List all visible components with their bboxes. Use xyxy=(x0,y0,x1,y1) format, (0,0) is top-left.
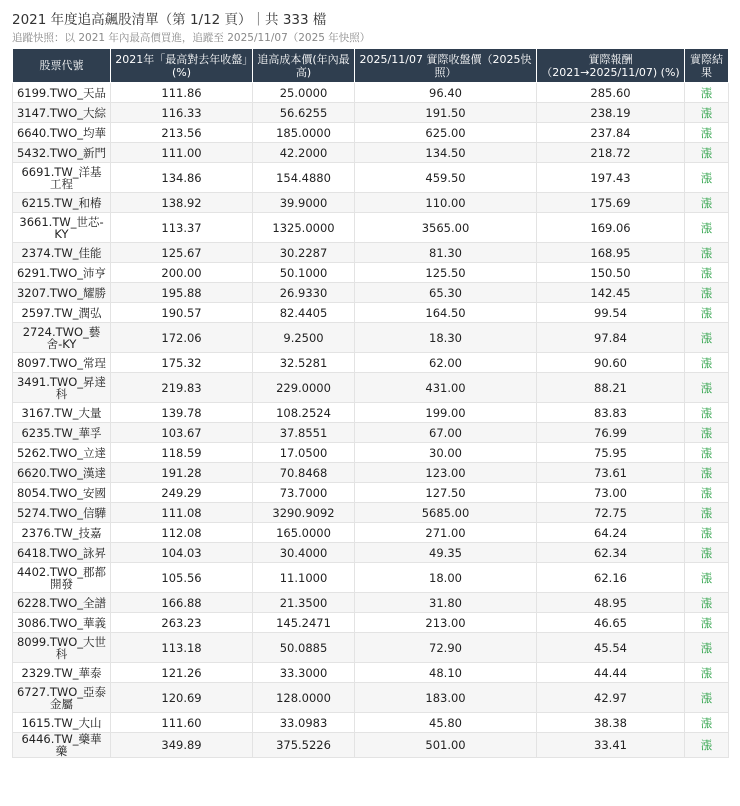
cell-return: 169.06 xyxy=(537,213,685,243)
table-row xyxy=(13,123,729,143)
cell-close: 3565.00 xyxy=(355,213,537,243)
cell-code: 6640.TWO_均華 xyxy=(13,123,111,143)
cell-cost: 39.9000 xyxy=(253,193,355,213)
cell-cost: 37.8551 xyxy=(253,423,355,443)
cell-high-pct: 139.78 xyxy=(111,403,253,423)
cell-code: 2724.TWO_藝舍-KY xyxy=(13,323,111,353)
cell-return: 150.50 xyxy=(537,263,685,283)
cell-result: 漲 xyxy=(685,303,729,323)
cell-code: 2376.TW_技嘉 xyxy=(13,523,111,543)
cell-high-pct: 191.28 xyxy=(111,463,253,483)
cell-close: 134.50 xyxy=(355,143,537,163)
cell-high-pct: 213.56 xyxy=(111,123,253,143)
cell-cost: 128.0000 xyxy=(253,683,355,713)
cell-close: 45.80 xyxy=(355,713,537,733)
cell-code: 6620.TWO_漢達 xyxy=(13,463,111,483)
cell-code: 6418.TWO_詠昇 xyxy=(13,543,111,563)
cell-code: 1615.TW_大山 xyxy=(13,713,111,733)
cell-return: 99.54 xyxy=(537,303,685,323)
cell-cost: 25.0000 xyxy=(253,83,355,103)
cell-result: 漲 xyxy=(685,163,729,193)
cell-close: 213.00 xyxy=(355,613,537,633)
cell-return: 83.83 xyxy=(537,403,685,423)
cell-result: 漲 xyxy=(685,613,729,633)
cell-high-pct: 263.23 xyxy=(111,613,253,633)
cell-cost: 11.1000 xyxy=(253,563,355,593)
col-header-return: 實際報酬（2021→2025/11/07) (%) xyxy=(537,49,685,83)
table-row xyxy=(13,193,729,213)
table-row xyxy=(13,523,729,543)
cell-high-pct: 175.32 xyxy=(111,353,253,373)
cell-cost: 50.1000 xyxy=(253,263,355,283)
table-row xyxy=(13,143,729,163)
cell-return: 88.21 xyxy=(537,373,685,403)
cell-result: 漲 xyxy=(685,423,729,443)
cell-close: 625.00 xyxy=(355,123,537,143)
table-row xyxy=(13,83,729,103)
cell-return: 45.54 xyxy=(537,633,685,663)
cell-cost: 21.3500 xyxy=(253,593,355,613)
cell-return: 197.43 xyxy=(537,163,685,193)
cell-code: 5432.TWO_新門 xyxy=(13,143,111,163)
cell-code: 3167.TW_大量 xyxy=(13,403,111,423)
table-row xyxy=(13,563,729,593)
cell-close: 81.30 xyxy=(355,243,537,263)
table-row xyxy=(13,443,729,463)
cell-close: 96.40 xyxy=(355,83,537,103)
cell-result: 漲 xyxy=(685,403,729,423)
cell-close: 65.30 xyxy=(355,283,537,303)
cell-high-pct: 125.67 xyxy=(111,243,253,263)
table-row xyxy=(13,543,729,563)
cell-code: 2374.TW_佳能 xyxy=(13,243,111,263)
cell-code: 3661.TW_世芯-KY xyxy=(13,213,111,243)
cell-result: 漲 xyxy=(685,523,729,543)
cell-cost: 3290.9092 xyxy=(253,503,355,523)
cell-result: 漲 xyxy=(685,563,729,593)
cell-high-pct: 111.08 xyxy=(111,503,253,523)
cell-code: 3086.TWO_華義 xyxy=(13,613,111,633)
cell-close: 431.00 xyxy=(355,373,537,403)
table-row xyxy=(13,483,729,503)
cell-return: 175.69 xyxy=(537,193,685,213)
cell-result: 漲 xyxy=(685,353,729,373)
cell-close: 501.00 xyxy=(355,733,537,758)
cell-return: 46.65 xyxy=(537,613,685,633)
table-row xyxy=(13,683,729,713)
cell-cost: 9.2500 xyxy=(253,323,355,353)
cell-cost: 56.6255 xyxy=(253,103,355,123)
cell-close: 72.90 xyxy=(355,633,537,663)
cell-return: 238.19 xyxy=(537,103,685,123)
cell-code: 6228.TWO_全譜 xyxy=(13,593,111,613)
cell-return: 75.95 xyxy=(537,443,685,463)
cell-result: 漲 xyxy=(685,683,729,713)
cell-high-pct: 121.26 xyxy=(111,663,253,683)
table-row xyxy=(13,163,729,193)
cell-code: 5262.TWO_立達 xyxy=(13,443,111,463)
cell-code: 3207.TWO_耀勝 xyxy=(13,283,111,303)
cell-return: 42.97 xyxy=(537,683,685,713)
table-row xyxy=(13,463,729,483)
cell-return: 142.45 xyxy=(537,283,685,303)
cell-high-pct: 104.03 xyxy=(111,543,253,563)
cell-result: 漲 xyxy=(685,733,729,758)
cell-code: 2597.TW_潤弘 xyxy=(13,303,111,323)
cell-high-pct: 118.59 xyxy=(111,443,253,463)
table-row xyxy=(13,733,729,758)
cell-return: 285.60 xyxy=(537,83,685,103)
cell-code: 8054.TWO_安國 xyxy=(13,483,111,503)
table-row xyxy=(13,593,729,613)
cell-code: 2329.TW_華泰 xyxy=(13,663,111,683)
col-header-code: 股票代號 xyxy=(13,49,111,83)
cell-return: 76.99 xyxy=(537,423,685,443)
cell-result: 漲 xyxy=(685,633,729,663)
cell-high-pct: 111.00 xyxy=(111,143,253,163)
cell-cost: 1325.0000 xyxy=(253,213,355,243)
cell-result: 漲 xyxy=(685,713,729,733)
table-row xyxy=(13,713,729,733)
table-row xyxy=(13,323,729,353)
cell-close: 18.00 xyxy=(355,563,537,593)
table-row xyxy=(13,303,729,323)
cell-code: 6235.TW_華孚 xyxy=(13,423,111,443)
cell-cost: 82.4405 xyxy=(253,303,355,323)
table-row xyxy=(13,243,729,263)
table-row xyxy=(13,373,729,403)
cell-return: 62.34 xyxy=(537,543,685,563)
cell-high-pct: 105.56 xyxy=(111,563,253,593)
page-title: 2021 年度追高飆股清單（第 1/12 頁）｜共 333 檔 xyxy=(12,12,327,28)
cell-code: 6446.TW_藥華藥 xyxy=(13,733,111,758)
cell-result: 漲 xyxy=(685,593,729,613)
table-header-row xyxy=(13,49,729,83)
cell-result: 漲 xyxy=(685,123,729,143)
cell-cost: 375.5226 xyxy=(253,733,355,758)
cell-close: 110.00 xyxy=(355,193,537,213)
cell-return: 73.61 xyxy=(537,463,685,483)
col-header-cost: 追高成本價(年內最高) xyxy=(253,49,355,83)
cell-return: 44.44 xyxy=(537,663,685,683)
cell-high-pct: 172.06 xyxy=(111,323,253,353)
cell-high-pct: 113.18 xyxy=(111,633,253,663)
cell-close: 49.35 xyxy=(355,543,537,563)
cell-return: 38.38 xyxy=(537,713,685,733)
cell-return: 90.60 xyxy=(537,353,685,373)
cell-code: 6727.TWO_亞泰金屬 xyxy=(13,683,111,713)
page-subtitle: 追蹤快照：以 2021 年內最高價買進，追蹤至 2025/11/07（2025 年快照） xyxy=(12,32,371,44)
cell-result: 漲 xyxy=(685,193,729,213)
cell-result: 漲 xyxy=(685,663,729,683)
cell-result: 漲 xyxy=(685,323,729,353)
table-row xyxy=(13,663,729,683)
cell-code: 8097.TWO_常珵 xyxy=(13,353,111,373)
cell-return: 73.00 xyxy=(537,483,685,503)
cell-result: 漲 xyxy=(685,213,729,243)
cell-cost: 154.4880 xyxy=(253,163,355,193)
cell-close: 67.00 xyxy=(355,423,537,443)
cell-high-pct: 111.60 xyxy=(111,713,253,733)
col-header-result: 實際結果 xyxy=(685,49,729,83)
cell-close: 48.10 xyxy=(355,663,537,683)
cell-high-pct: 134.86 xyxy=(111,163,253,193)
cell-return: 72.75 xyxy=(537,503,685,523)
cell-close: 164.50 xyxy=(355,303,537,323)
col-header-high-pct: 2021年「最高對去年收盤」(%) xyxy=(111,49,253,83)
cell-cost: 70.8468 xyxy=(253,463,355,483)
cell-return: 97.84 xyxy=(537,323,685,353)
cell-result: 漲 xyxy=(685,143,729,163)
cell-code: 6291.TWO_沛亨 xyxy=(13,263,111,283)
cell-return: 48.95 xyxy=(537,593,685,613)
cell-return: 168.95 xyxy=(537,243,685,263)
cell-close: 30.00 xyxy=(355,443,537,463)
table-body xyxy=(13,83,729,758)
cell-cost: 165.0000 xyxy=(253,523,355,543)
cell-result: 漲 xyxy=(685,463,729,483)
cell-high-pct: 219.83 xyxy=(111,373,253,403)
cell-high-pct: 111.86 xyxy=(111,83,253,103)
table-row xyxy=(13,613,729,633)
cell-cost: 26.9330 xyxy=(253,283,355,303)
cell-result: 漲 xyxy=(685,243,729,263)
cell-high-pct: 113.37 xyxy=(111,213,253,243)
cell-close: 5685.00 xyxy=(355,503,537,523)
cell-high-pct: 200.00 xyxy=(111,263,253,283)
cell-high-pct: 112.08 xyxy=(111,523,253,543)
cell-result: 漲 xyxy=(685,543,729,563)
cell-cost: 17.0500 xyxy=(253,443,355,463)
cell-cost: 229.0000 xyxy=(253,373,355,403)
cell-cost: 73.7000 xyxy=(253,483,355,503)
cell-code: 6691.TW_洋基工程 xyxy=(13,163,111,193)
cell-result: 漲 xyxy=(685,443,729,463)
cell-high-pct: 195.88 xyxy=(111,283,253,303)
cell-close: 271.00 xyxy=(355,523,537,543)
col-header-close: 2025/11/07 實際收盤價（2025快照） xyxy=(355,49,537,83)
cell-return: 218.72 xyxy=(537,143,685,163)
cell-code: 3147.TWO_大綜 xyxy=(13,103,111,123)
cell-cost: 42.2000 xyxy=(253,143,355,163)
cell-code: 4402.TWO_郡都開發 xyxy=(13,563,111,593)
cell-code: 5274.TWO_信驊 xyxy=(13,503,111,523)
table-row xyxy=(13,403,729,423)
cell-high-pct: 138.92 xyxy=(111,193,253,213)
cell-result: 漲 xyxy=(685,83,729,103)
cell-result: 漲 xyxy=(685,263,729,283)
table-row xyxy=(13,263,729,283)
cell-return: 62.16 xyxy=(537,563,685,593)
cell-high-pct: 349.89 xyxy=(111,733,253,758)
table-row xyxy=(13,633,729,663)
cell-close: 123.00 xyxy=(355,463,537,483)
cell-code: 3491.TWO_昇達科 xyxy=(13,373,111,403)
cell-cost: 33.3000 xyxy=(253,663,355,683)
cell-close: 125.50 xyxy=(355,263,537,283)
cell-cost: 32.5281 xyxy=(253,353,355,373)
table-row xyxy=(13,423,729,443)
cell-high-pct: 249.29 xyxy=(111,483,253,503)
cell-cost: 30.4000 xyxy=(253,543,355,563)
cell-cost: 33.0983 xyxy=(253,713,355,733)
cell-result: 漲 xyxy=(685,103,729,123)
cell-close: 62.00 xyxy=(355,353,537,373)
cell-cost: 108.2524 xyxy=(253,403,355,423)
cell-cost: 30.2287 xyxy=(253,243,355,263)
cell-high-pct: 103.67 xyxy=(111,423,253,443)
table-row xyxy=(13,103,729,123)
cell-close: 18.30 xyxy=(355,323,537,353)
stock-table xyxy=(12,48,729,758)
cell-result: 漲 xyxy=(685,373,729,403)
cell-cost: 50.0885 xyxy=(253,633,355,663)
cell-close: 459.50 xyxy=(355,163,537,193)
cell-close: 31.80 xyxy=(355,593,537,613)
cell-code: 6199.TWO_天品 xyxy=(13,83,111,103)
table-row xyxy=(13,213,729,243)
table-row xyxy=(13,353,729,373)
cell-return: 64.24 xyxy=(537,523,685,543)
cell-return: 33.41 xyxy=(537,733,685,758)
cell-cost: 145.2471 xyxy=(253,613,355,633)
cell-high-pct: 120.69 xyxy=(111,683,253,713)
cell-close: 191.50 xyxy=(355,103,537,123)
cell-close: 183.00 xyxy=(355,683,537,713)
cell-close: 199.00 xyxy=(355,403,537,423)
cell-cost: 185.0000 xyxy=(253,123,355,143)
table-row xyxy=(13,503,729,523)
cell-code: 8099.TWO_大世科 xyxy=(13,633,111,663)
cell-result: 漲 xyxy=(685,483,729,503)
cell-high-pct: 190.57 xyxy=(111,303,253,323)
table-row xyxy=(13,283,729,303)
cell-return: 237.84 xyxy=(537,123,685,143)
cell-high-pct: 166.88 xyxy=(111,593,253,613)
cell-result: 漲 xyxy=(685,283,729,303)
cell-code: 6215.TW_和椿 xyxy=(13,193,111,213)
cell-high-pct: 116.33 xyxy=(111,103,253,123)
cell-result: 漲 xyxy=(685,503,729,523)
cell-close: 127.50 xyxy=(355,483,537,503)
